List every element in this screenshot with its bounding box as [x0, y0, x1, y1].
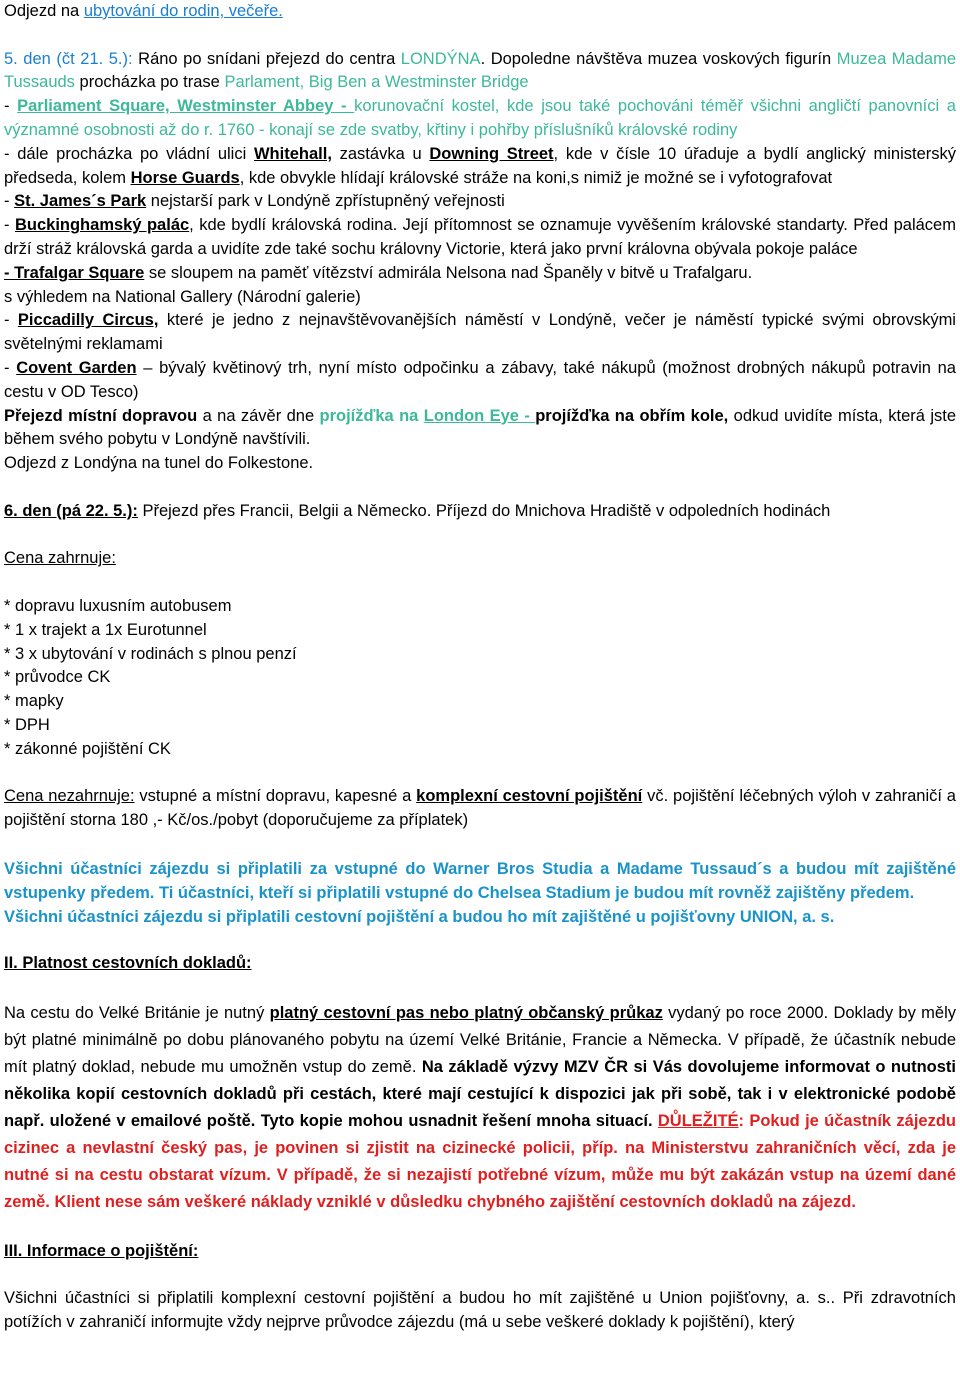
- insurance-paragraph: Všichni účastníci si připlatili komplexní cestovní pojištění a budou ho mít zajištěné u Union pojišťovny, a. s.. Při zdravotních potížích v zahraničí informujte vždy nejprve průvodce zájezdu (má u sebe veškeré doklady k pojištění), který: [4, 1289, 956, 1332]
- list-item: * DPH: [4, 715, 50, 734]
- whitehall: Whitehall,: [253, 144, 332, 163]
- insurance-term: komplexní cestovní pojištění: [416, 787, 643, 806]
- day6-heading: 6. den (pá 22. 5.):: [4, 501, 138, 520]
- covent-garden-line: - Covent Garden – bývalý květinový trh, nyní místo odpočinku a zábavy, také nákupů (možnost drobných nákupů potravin na cestu v OD Tesco): [4, 358, 956, 401]
- important-label: DŮLEŽITÉ: [657, 1112, 739, 1131]
- trafalgar-square: - Trafalgar Square: [4, 263, 145, 282]
- insurance-section: [4, 1287, 956, 1335]
- docs-heading: II. Platnost cestovních dokladů:: [4, 954, 252, 973]
- st-james-park: St. James´s Park: [14, 192, 147, 211]
- westminster-line: - Parliament Square, Westminster Abbey - korunovační kostel, kde jsou také pochováni téměř všichni angličtí panovníci a významné osobnosti až do r. 1760 - konají se zde svatby, křtiny i pohřby příslušníků královské rodiny: [4, 97, 956, 139]
- list-item: * průvodce CK: [4, 668, 111, 687]
- docs-section: [4, 1000, 956, 1216]
- route-link[interactable]: Parlament, Big Ben a Westminster Bridge: [224, 73, 529, 92]
- horse-guards: Horse Guards: [130, 168, 240, 187]
- day5-heading: 5. den (čt 21. 5.):: [4, 49, 133, 68]
- downing-street: Downing Street: [429, 144, 554, 163]
- day4-departure: Odjezd na ubytování do rodin, večeře.: [4, 2, 283, 20]
- piccadilly-circus: Piccadilly Circus,: [17, 311, 159, 330]
- insurance-heading: III. Informace o pojištění:: [4, 1241, 199, 1260]
- accommodation-link[interactable]: ubytování do rodin, večeře.: [83, 2, 283, 20]
- day6-line: 6. den (pá 22. 5.): Přejezd přes Francii, Belgii a Německo. Příjezd do Mnichova Hradiště v odpoledních hodinách: [4, 501, 831, 520]
- buckingham-palace: Buckinghamský palác: [14, 216, 190, 235]
- list-item: * 3 x ubytování v rodinách s plnou penzí: [4, 644, 297, 663]
- valid-passport-term: platný cestovní pas nebo platný občanský průkaz: [269, 1004, 663, 1023]
- london-link[interactable]: LONDÝNA: [400, 49, 481, 68]
- price-includes-list: [4, 595, 956, 762]
- london-eye-link[interactable]: London Eye -: [423, 406, 536, 425]
- piccadilly-line: - Piccadilly Circus, které je jedno z nejnavštěvovanějších náměstí v Londýně, večer je náměstí typické svými obrovskými světelnými reklamami: [4, 311, 956, 354]
- whitehall-line: - dále procházka po vládní ulici Whitehall, zastávka u Downing Street, kde v čísle 10 úřaduje a bydlí anglický ministerský předseda, kolem Horse Guards, kde obvykle hlídají královské stráže na koni,s nimiž je možné se i vyfotografovat: [4, 144, 956, 187]
- st-james-park-line: - St. James´s Park nejstarší park v Londýně zpřístupněný veřejnosti: [4, 192, 505, 211]
- westminster-link[interactable]: Parliament Square, Westminster Abbey -: [17, 97, 355, 116]
- covent-garden: Covent Garden: [16, 358, 137, 377]
- trafalgar-line: - Trafalgar Square se sloupem na paměť vítězství admirála Nelsona nad Španěly v bitvě u Trafalgaru.: [4, 263, 753, 282]
- docs-paragraph: Na cestu do Velké Británie je nutný platný cestovní pas nebo platný občanský průkaz vydaný po roce 2000. Doklady by měly být platné minimálně po dobu plánovaného pobytu na území Velké Británie, Francie a Německa. V případě, že účastník nebude mít platný doklad, nebude mu umožněn vstup do země. Na základě výzvy MZV ČR si Vás dovolujeme informovat o nutnosti několika kopií cestovních dokladů při cestách, které mají cestující k dispozici jak při sobě, tak i v elektronické podobě např. uložené v emailové poště. Tyto kopie mohou usnadnit řešení mnoha situací. DŮLEŽITÉ: Pokud je účastník zájezdu cizinec a nevlastní český pas, je povinen si zjistit na cizinecké policii, příp. na Ministerstvu zahraničních věcí, zda je nutné si na cestu obstarat vízum. V případě, že si nezajistí potřebné vízum, může mu být zakázán vstup na území dané země. Klient nese sám veškeré náklady vzniklé v důsledku chybného zajištění cestovních dokladů na zájezd.: [4, 1004, 956, 1212]
- list-item: * 1 x trajekt a 1x Eurotunnel: [4, 620, 207, 639]
- list-item: * mapky: [4, 692, 64, 711]
- museum-link[interactable]: Muzea Madame Tussauds: [4, 49, 957, 92]
- day5-intro: 5. den (čt 21. 5.): Ráno po snídani přejezd do centra LONDÝNA. Dopoledne návštěva muzea voskových figurín Muzea Madame Tussauds procházka po trase Parlament, Big Ben a Westminster Bridge: [4, 49, 957, 92]
- list-item: * zákonné pojištění CK: [4, 739, 171, 758]
- london-eye-line: Přejezd místní dopravou a na závěr dne projížďka na London Eye - projížďka na obřím kole, odkud uvidíte místa, která jste během svého pobytu v Londýně navštívili.: [4, 406, 957, 449]
- list-item: * dopravu luxusním autobusem: [4, 596, 232, 615]
- folkestone-line: Odjezd z Londýna na tunel do Folkestone.: [4, 454, 314, 473]
- notice-block: Všichni účastníci zájezdu si připlatili za vstupné do Warner Bros Studia a Madame Tussaud´s a budou mít zajištěné vstupenky předem. Ti účastníci, kteří si připlatili vstupné do Chelsea Stadium je budou mít rovněž zajištěny předem. Všichni účastníci zájezdu si připlatili cestovní pojištění a budou ho mít zajištěné u pojišťovny UNION, a. s.: [4, 859, 956, 926]
- price-excludes-label: Cena nezahrnuje:: [4, 787, 135, 806]
- price-excludes: Cena nezahrnuje: vstupné a místní dopravu, kapesné a komplexní cestovní pojištění vč. pojištění léčebných výloh v zahraničí a pojištění storna 180 ,- Kč/os./pobyt (doporučujeme za příplatek): [4, 787, 956, 830]
- national-gallery-line: s výhledem na National Gallery (Národní galerie): [4, 287, 361, 306]
- buckingham-line: - Buckinghamský palác, kde bydlí královská rodina. Její přítomnost se oznamuje vyvěšením královské standarty. Před palácem drží stráž královská garda a uvidíte zde také sochu královny Victorie, která jako první královna obývala pokoje paláce: [4, 216, 956, 258]
- price-includes-heading: Cena zahrnuje:: [4, 549, 116, 568]
